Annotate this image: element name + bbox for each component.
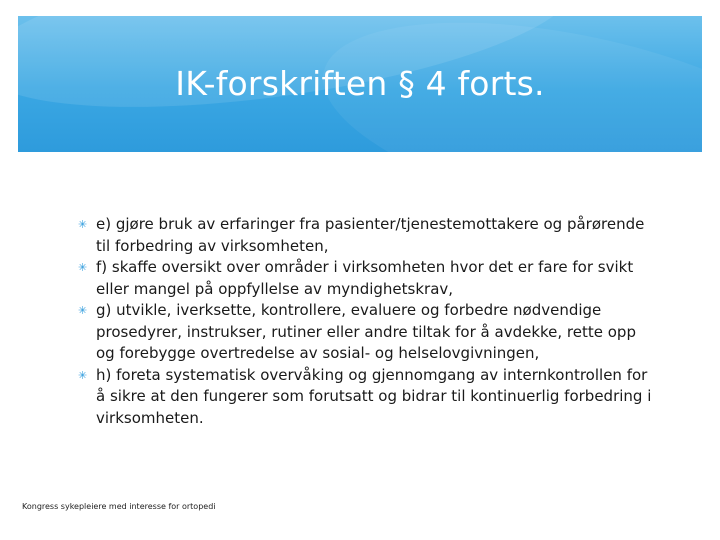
bullet-text-e: e) gjøre bruk av erfaringer fra pasienter/tjenestemottakere og pårørende til forbedring av virksomheten,	[96, 215, 645, 255]
bullet-text-f: f) skaffe oversikt over områder i virksomheten hvor det er fare for svikt eller mangel på oppfyllelse av myndighetskrav,	[96, 258, 634, 298]
asterisk-bullet-icon: ✳	[78, 304, 88, 317]
bullet-item-f	[78, 257, 658, 300]
asterisk-bullet-icon: ✳	[78, 261, 88, 274]
bullet-item-h	[78, 365, 658, 430]
asterisk-bullet-icon: ✳	[78, 218, 88, 231]
title-banner	[18, 16, 702, 152]
bullet-text-h: h) foreta systematisk overvåking og gjennomgang av internkontrollen for å sikre at den fungerer som forutsatt og bidrar til kontinuerlig forbedring i virksomheten.	[96, 365, 652, 427]
asterisk-bullet-icon: ✳	[78, 368, 88, 382]
bullet-item-g	[78, 300, 658, 365]
slide-footer: Kongress sykepleiere med interesse for ortopedi	[22, 502, 216, 511]
bullet-list	[78, 214, 658, 429]
slide-title: IK-forskriften § 4 forts.	[175, 64, 545, 103]
bullet-item-e	[78, 214, 658, 257]
bullet-text-g: g) utvikle, iverksette, kontrollere, evaluere og forbedre nødvendige prosedyrer, instrukser, rutiner eller andre tiltak for å avdekke, rette opp og forebygge overtredelse av sosial- og helselovgivningen,	[96, 301, 636, 362]
